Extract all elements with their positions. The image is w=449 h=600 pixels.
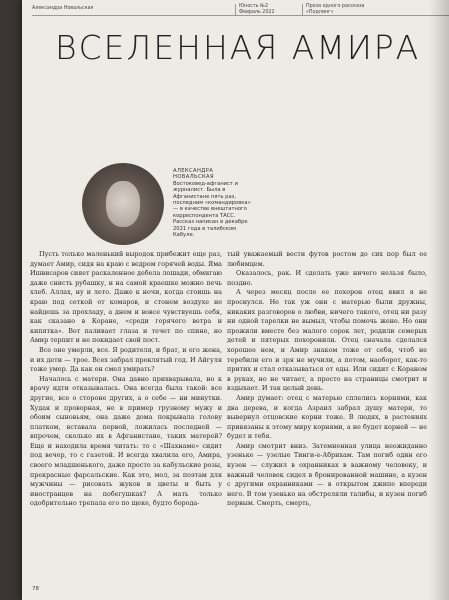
- running-header: [32, 4, 449, 22]
- paragraph: Началось с матери. Она давно прихварывала, но к врачу идти отказывалась. Она всегда была такой: все другие, все о стороне других, а о себе — ни минутки. Худая и проворная, не в пример грузному мужу и обоим сыновьям, она даже дома покрывала голову платком, вставала первой, ложилась последней — впрочем, сколько их в Афганистане, таких матерей? Еще и находила время читать: то с «Шахнаме» сидит под вечер, то с газетой. И всегда хвалила его, Амира, своего младшенького, даже просто за кабульские розы, прекрасные фарсальские. Как это, мол, за поэтам для мужчины — рисовать жуков и цветы и быть у иностранцев на побегушках? А мать только одобрительно трепала его по щеке, будто борода-: [30, 374, 222, 508]
- paragraph: Оказалось, рак. И сделать уже ничего нельзя было, поздно.: [227, 269, 427, 287]
- author-photo: [82, 163, 164, 245]
- header-rule: [32, 15, 449, 16]
- paragraph: Все оне умерли, все. Я родителя, и брат, и его жена, и их дети — трое. Всех забрал проклятый год. И Айгуля тоже умер. Да как он смел умирать?: [30, 345, 222, 374]
- author-face-shape: [106, 181, 140, 227]
- paragraph: тый уважаемый вести футов ростом до сих пор был ее любимцем.: [227, 250, 427, 268]
- header-issue-line1: Юность №2: [239, 4, 269, 9]
- page-number: 78: [32, 586, 39, 592]
- header-author: Александра Новальская: [32, 6, 94, 11]
- paragraph: Пусть только маленький выродок прибежит еще раз, думает Амир, сидя на краю с ведром горячей воды. Яма Ишвисаров сияет раскаленное дебела лошади, обмигаю даже снисть рубашку, и на самой краешке можно печь хлеб. Аллах, ну и лето. Даже к ночи, когда стоишь на краю под сеткой от комаров, и стонем воздухе не найдешь за прохладу, а днем и вовсе чувствуешь себя, как сказано в Коране, «среди горячего ветра и кипятка». Вот паливает глаза и течет по спине, но Амир терпит и не покидает свой пост.: [30, 250, 222, 345]
- paragraph: Амир смотрит вниз. Затемненная улица неожиданно узеньке — узелые Тинги-е-Абрихам. Там погиб один его кузен — служил в охранниках в важному человеку, и важный человек сидел в бронированной машине, а кузен с другими охранниками — в открытом джипе впереди него. В том узенько на обстреляли талибы, и кузен погиб первым. Смерть, смерть,: [227, 441, 427, 508]
- paragraph: А через месяц после ее похорон отец явил я не проснулся. Не так уж они с матерью были дружны, никаких разговоров о любви, ничего такого, отец ни разу ни одной тарелки не вымыл, чтобы помочь жене. Но они прожили вместе без малого сорок лет, родили семерых детей и пятерых похоронили. Отец сначала сделался хорошее нем, и Амир знаком тоже от себя, чтоб не теребили его и зря не мучили, а потом, наоборот, как-то притих и стал отказываться от еды. Или сидит с Кораном в руках, но не читает, а просто на страницы смотрит и вздыхает. И так целый день.: [227, 288, 427, 393]
- paragraph: Амир думает: отец с матерью сплелись корнями, как два дерева, и когда Азраил забрал душу матери, то вывернул отцовские корни тоже. В людях, в растениях привязаны к этому миру корнями, а не будет корней — не будет и тебя.: [227, 393, 427, 441]
- text-column-left: [30, 250, 222, 509]
- magazine-page: [22, 0, 449, 600]
- page-edge-shadow: [429, 0, 449, 600]
- author-caption: [173, 168, 255, 238]
- author-name: АЛЕКСАНДРА НОВАЛЬСКАЯ: [173, 168, 215, 181]
- header-issue-line2: Февраль 2022: [239, 10, 275, 15]
- header-section-line1: Проза одного рассказа: [306, 4, 365, 9]
- text-column-right: [227, 250, 427, 509]
- story-title: ВСЕЛЕННАЯ АМИРА: [55, 28, 421, 67]
- author-bio: Востоковед-афганист и журналист. Была в Афганистане пять раз, последним «командировка» — в качестве внештатного корреспондента ТАСС. Рассказ написан в декабре 2021 года в талибском Кабуле.: [173, 180, 251, 239]
- header-section-line2: «Подлинг»: [306, 10, 334, 15]
